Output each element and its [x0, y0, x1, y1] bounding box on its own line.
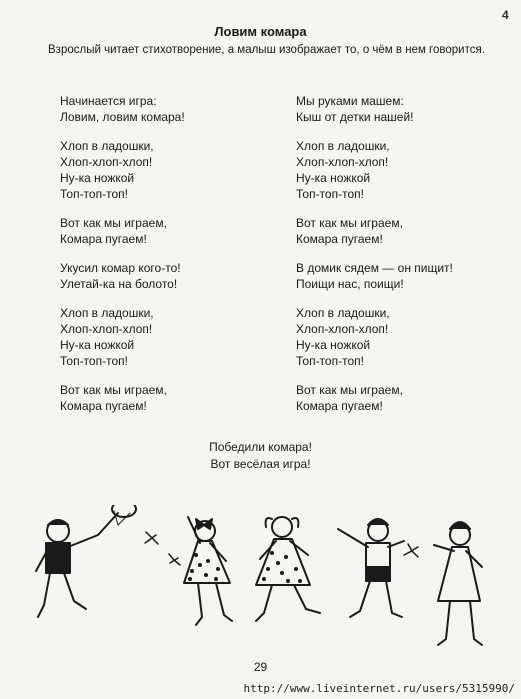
- poem-line: Улетай-ка на болото!: [60, 277, 178, 291]
- stanza: [296, 93, 453, 125]
- mosquito-icon: [145, 532, 158, 544]
- poem-line: Хлоп-хлоп-хлоп!: [296, 322, 389, 336]
- poem-title: Ловим комара: [214, 24, 307, 39]
- dancing-girl-drawing: [256, 517, 320, 621]
- final-stanza: [0, 439, 521, 473]
- mosquito-icon: [404, 544, 418, 557]
- stanza: [296, 138, 453, 202]
- right-column: [296, 93, 453, 427]
- poem-line: Комара пугаем!: [60, 399, 147, 413]
- watermark-url: http://www.liveinternet.ru/users/5315990/: [243, 682, 515, 695]
- poem-line: Кыш от детки нашей!: [296, 110, 414, 124]
- intro-text: Взрослый читает стихотворение, а малыш изображает то, о чём в нем говорится.: [48, 44, 485, 56]
- stanza: [296, 382, 453, 414]
- page-number: 29: [253, 660, 268, 674]
- stanza: [60, 260, 185, 292]
- poem-line: Хлоп-хлоп-хлоп!: [60, 155, 153, 169]
- poem-line: Топ-топ-топ!: [60, 187, 128, 201]
- poem-line: Поищи нас, поищи!: [296, 277, 404, 291]
- poem-line: Победили комара!: [209, 440, 312, 454]
- boy-with-net-drawing: [36, 505, 136, 617]
- stanza: [60, 215, 185, 247]
- stanza: [296, 305, 453, 369]
- stanza: [60, 138, 185, 202]
- poem-line: Топ-топ-топ!: [60, 354, 128, 368]
- poem-line: Хлоп-хлоп-хлоп!: [60, 322, 153, 336]
- stanza: [60, 305, 185, 369]
- stanza: [60, 93, 185, 125]
- poem-line: Вот как мы играем,: [60, 216, 167, 230]
- clapping-boy-drawing: [338, 519, 404, 617]
- poem-line: Комара пугаем!: [60, 232, 147, 246]
- poem-line: Начинается игра:: [60, 94, 157, 108]
- poem-line: Мы руками машем:: [296, 94, 404, 108]
- poem-line: Комара пугаем!: [296, 399, 383, 413]
- poem-line: Ну-ка ножкой: [60, 338, 135, 352]
- poem-line: Укусил комар кого-то!: [60, 261, 181, 275]
- stanza: [296, 215, 453, 247]
- poem-line: В домик сядем — он пищит!: [296, 261, 453, 275]
- poem-line: Ну-ка ножкой: [60, 171, 135, 185]
- poem-line: Ну-ка ножкой: [296, 171, 371, 185]
- corner-mark: 4: [502, 8, 509, 22]
- girl-with-bow-drawing: [184, 517, 232, 625]
- mosquito-icon: [169, 554, 180, 565]
- poem-line: Хлоп в ладошки,: [296, 139, 390, 153]
- poem-line: Хлоп в ладошки,: [60, 306, 154, 320]
- stanza: [60, 382, 185, 414]
- poem-line: Хлоп в ладошки,: [296, 306, 390, 320]
- poem-line: Хлоп-хлоп-хлоп!: [296, 155, 389, 169]
- poem-line: Топ-топ-топ!: [296, 354, 364, 368]
- children-catching-mosquito-illustration: [20, 505, 505, 655]
- poem-line: Вот весёлая игра!: [210, 457, 311, 471]
- poem-line: Ну-ка ножкой: [296, 338, 371, 352]
- stanza: [296, 260, 453, 292]
- left-column: [60, 93, 185, 427]
- poem-line: Ловим, ловим комара!: [60, 110, 185, 124]
- poem-line: Вот как мы играем,: [296, 216, 403, 230]
- poem-line: Вот как мы играем,: [60, 383, 167, 397]
- poem-line: Хлоп в ладошки,: [60, 139, 154, 153]
- poem-line: Топ-топ-топ!: [296, 187, 364, 201]
- poem-line: Вот как мы играем,: [296, 383, 403, 397]
- girl-right-drawing: [434, 522, 482, 645]
- poem-line: Комара пугаем!: [296, 232, 383, 246]
